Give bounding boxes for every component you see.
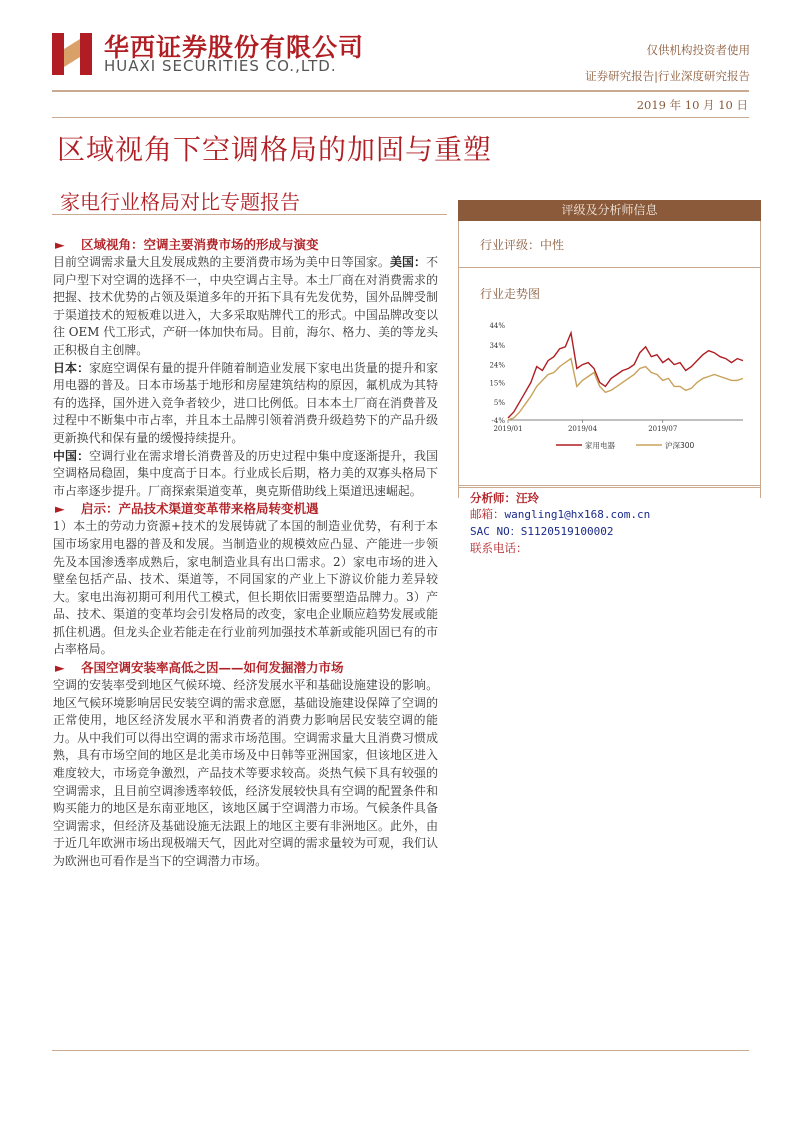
analyst-name: 汪玲 bbox=[516, 491, 539, 505]
industry-trend-chart bbox=[478, 315, 758, 465]
header-divider bbox=[52, 90, 749, 92]
industry-rating bbox=[480, 236, 564, 253]
sidebar-divider-bottom-2 bbox=[458, 487, 761, 488]
section-heading-text: 区域视角：空调主要消费市场的形成与演变 bbox=[81, 237, 319, 252]
sidebar-divider-bottom bbox=[458, 485, 761, 486]
trend-chart-label: 行业走势图 bbox=[480, 287, 541, 301]
section-heading bbox=[53, 659, 438, 677]
body-text: 家庭空调保有量的提升伴随着制造业发展下家电出货量的提升和家用电器的普及。日本市场基于地形和房屋建筑结构的原因，氟机成为其特有的选择，国外进入竞争者较少，进口比例低。日本本土厂商在消费普及过程中不断集中市占率，并且本土品牌引领着消费升级趋势下的产品升级更新换代和保有量的缓慢持续提升。 bbox=[53, 360, 438, 445]
y-tick-label: -4% bbox=[491, 417, 505, 425]
y-tick-label: 5% bbox=[493, 399, 505, 408]
region-keyword: 中国： bbox=[53, 448, 90, 463]
sidebar-header: 评级及分析师信息 bbox=[458, 200, 761, 221]
company-name-cn: 华西证券股份有限公司 bbox=[104, 33, 365, 62]
section-heading bbox=[53, 500, 438, 518]
body-paragraph bbox=[53, 254, 438, 360]
analyst-email[interactable]: wangling1@hx168.com.cn bbox=[504, 508, 651, 521]
company-logo-mark bbox=[50, 31, 94, 77]
body-paragraph bbox=[53, 518, 438, 659]
sidebar-border-right bbox=[760, 221, 761, 498]
sac-number: S1120519100002 bbox=[520, 525, 614, 538]
report-title: 区域视角下空调格局的加固与重塑 bbox=[57, 133, 493, 166]
bullet-icon: ► bbox=[55, 501, 65, 517]
y-tick-label: 44% bbox=[489, 322, 505, 330]
sac-label: SAC NO： bbox=[470, 525, 521, 538]
body-text: 空调行业在需求增长消费普及的历史过程中集中度逐渐提升，我国空调格局稳固，集中度高于日本。行业成长后期，格力美的双寡头格局下市占率逐步提升。厂商探索渠道变革，奥克斯借助线上渠道迅速崛起。 bbox=[53, 448, 438, 498]
analyst-label: 分析师： bbox=[470, 491, 516, 505]
body-text: 空调的安装率受到地区气候环境、经济发展水平和基础设施建设的影响。地区气候环境影响居民安装空调的需求意愿，基础设施建设保障了空调的正常使用，地区经济发展水平和消费者的消费力影响居民安装空调的能力。从中我们可以得出空调的需求市场范围。空调需求量大且消费习惯成熟，具有市场空间的地区是北美市场及中日韩等亚洲国家，但该地区进入难度较大，市场竞争激烈，产品技术等要求较高。炎热气候下具有较强的空调需求，且目前空调渗透率较低，经济发展较快具有空调的配置条件和购买能力的地区是东南亚地区，该地区属于空调潜力市场。气候条件具备空调需求，但经济及基础设施无法跟上的地区主要有非洲地区。此外，由于近几年欧洲市场出现极端天气，因此对空调的需求量较为可观，我们认为欧洲也可看作是当下的空调潜力市场。 bbox=[53, 678, 438, 868]
audience-note: 仅供机构投资者使用 bbox=[646, 43, 750, 57]
bullet-icon: ► bbox=[55, 660, 65, 676]
legend-label: 沪深300 bbox=[665, 441, 695, 450]
company-name-en: HUAXI SECURITIES CO.,LTD. bbox=[104, 57, 337, 75]
analyst-info bbox=[470, 490, 650, 556]
body-paragraph bbox=[53, 448, 438, 501]
date-divider bbox=[52, 117, 749, 118]
email-label: 邮箱： bbox=[470, 507, 505, 521]
sidebar-divider bbox=[458, 267, 761, 268]
rating-value: 中性 bbox=[540, 238, 565, 252]
rating-sidebar bbox=[458, 200, 761, 556]
report-summary bbox=[53, 236, 438, 871]
region-keyword: 美国： bbox=[389, 255, 427, 269]
section-heading-text: 各国空调安装率高低之因——如何发掘潜力市场 bbox=[81, 660, 344, 676]
rating-label: 行业评级： bbox=[480, 238, 541, 252]
region-keyword: 日本： bbox=[53, 360, 90, 375]
body-text: 目前空调需求量大且发展成熟的主要消费市场为美中日等国家。 bbox=[53, 255, 390, 269]
y-tick-label: 15% bbox=[489, 379, 505, 388]
body-paragraph bbox=[53, 677, 438, 871]
section-heading bbox=[53, 236, 438, 254]
report-type: 证券研究报告|行业深度研究报告 bbox=[585, 69, 750, 83]
x-tick-label: 2019/01 bbox=[493, 425, 523, 433]
subtitle-divider bbox=[52, 214, 447, 215]
phone-label: 联系电话： bbox=[470, 541, 528, 555]
series-line-home-appliance bbox=[508, 333, 743, 418]
bullet-icon: ► bbox=[55, 237, 65, 252]
body-text: 不同户型下对空调的选择不一，中央空调占主导。本土厂商在对消费需求的把握、技术优势的占领及渠道多年的开拓下具有先发优势，国外品牌受制于渠道技术的短板难以进入，大多采取贴牌代工的形式。中国品牌改变以往 OEM 代工形式，产研一体加快布局。目前，海尔、格力、美的等龙头正积极自主创牌。 bbox=[53, 255, 438, 357]
section-heading-text: 启示：产品技术渠道变革带来格局转变机遇 bbox=[81, 501, 319, 517]
report-subtitle: 家电行业格局对比专题报告 bbox=[60, 190, 300, 214]
footer-divider bbox=[52, 1050, 749, 1051]
y-tick-label: 24% bbox=[489, 361, 505, 370]
x-tick-label: 2019/07 bbox=[648, 425, 678, 433]
body-paragraph bbox=[53, 360, 438, 448]
report-date: 2019 年 10 月 10 日 bbox=[636, 98, 748, 112]
y-tick-label: 34% bbox=[489, 341, 505, 350]
x-tick-label: 2019/04 bbox=[567, 425, 598, 433]
legend-label: 家用电器 bbox=[585, 441, 615, 450]
sidebar-border-left bbox=[458, 221, 459, 498]
body-text: 1）本土的劳动力资源+技术的发展铸就了本国的制造业优势，有利于本国市场家用电器的普及和发展。当制造业的规模效应凸显、产能进一步领先及本国渗透率成熟后，家电制造业具有出口需求。2）家电市场的进入壁垒包括产品、技术、渠道等，不同国家的产业上下游议价能力差异较大。家电出海初期可利用代工模式，但长期依旧需要塑造品牌力。3）产品、技术、渠道的变革均会引发格局的改变，家电企业顺应趋势发展或能抓住机遇。但龙头企业若能走在行业前列加强技术革新或能巩固已有的市占率格局。 bbox=[53, 519, 438, 657]
